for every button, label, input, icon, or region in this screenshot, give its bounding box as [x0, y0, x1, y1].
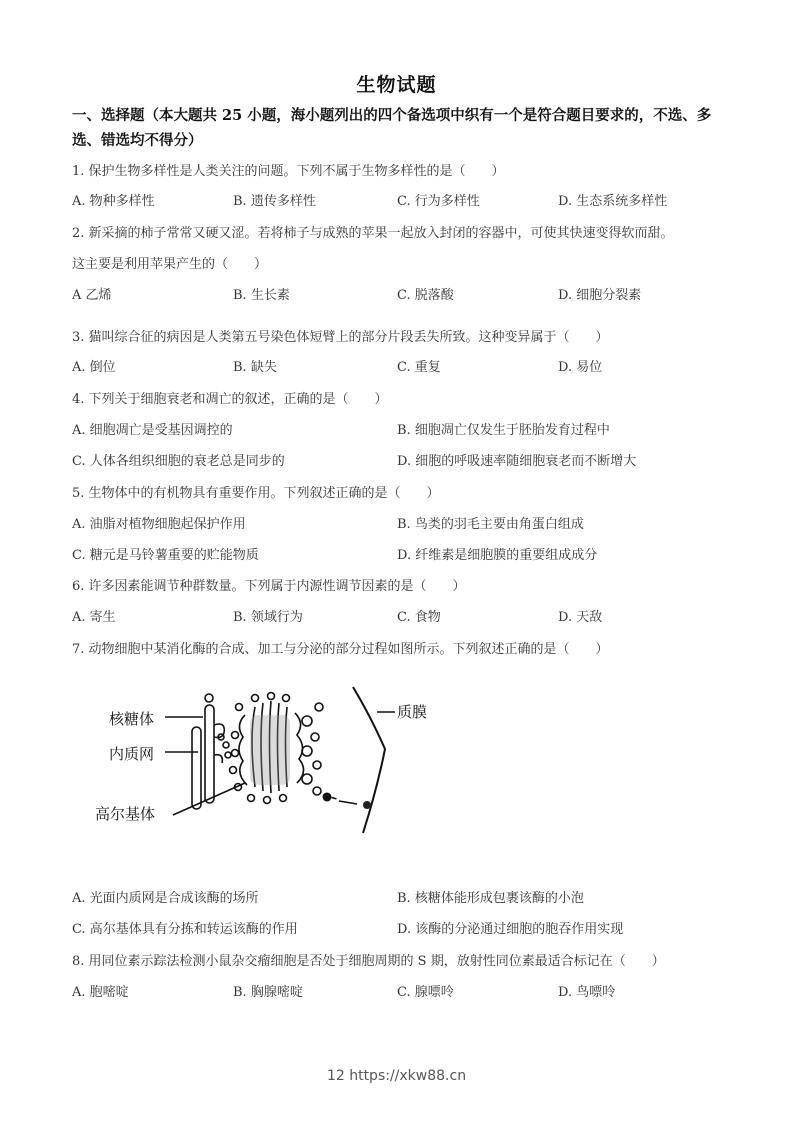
question-3-option-a: A. 倒位 — [72, 360, 116, 375]
question-5-option-c: C. 糖元是马铃薯重要的贮能物质 — [72, 548, 259, 563]
question-6-stem: 6. 许多因素能调节种群数量。下列属于内源性调节因素的是（ ） — [72, 579, 466, 594]
question-5-option-a: A. 油脂对植物细胞起保护作用 — [72, 517, 246, 532]
question-4-stem: 4. 下列关于细胞衰老和凋亡的叙述，正确的是（ ） — [72, 392, 388, 407]
question-1-option-c: C. 行为多样性 — [397, 194, 480, 209]
question-8-option-a: A. 胞嘧啶 — [72, 985, 129, 1000]
question-2-option-d: D. 细胞分裂素 — [558, 288, 642, 303]
question-5-option-b: B. 鸟类的羽毛主要由角蛋白组成 — [397, 517, 584, 532]
label-ribosome: 核糖体 — [109, 710, 155, 728]
page-footer: 12 https://xkw88.cn — [326, 1068, 467, 1084]
question-4-option-d: D. 细胞的呼吸速率随细胞衰老而不断增大 — [397, 454, 637, 469]
question-7-option-a: A. 光面内质网是合成该酶的场所 — [72, 891, 259, 906]
question-7-stem: 7. 动物细胞中某消化酶的合成、加工与分泌的部分过程如图所示。下列叙述正确的是（ ） — [72, 642, 609, 657]
question-4-option-c: C. 人体各组织细胞的衰老总是同步的 — [72, 454, 285, 469]
question-2-option-c: C. 脱落酸 — [397, 288, 454, 303]
question-7-option-c: C. 高尔基体具有分拣和转运该酶的作用 — [72, 922, 298, 937]
question-1-option-d: D. 生态系统多样性 — [558, 194, 668, 209]
page-title: 生物试题 — [356, 74, 437, 96]
question-3-option-d: D. 易位 — [558, 360, 603, 375]
label-plasma-membrane: 质膜 — [397, 703, 428, 721]
question-2-stem-line-2: 这主要是利用苹果产生的（ ） — [72, 257, 268, 272]
question-5-option-d: D. 纤维素是细胞膜的重要组成成分 — [397, 548, 598, 563]
question-8-option-b: B. 胸腺嘧啶 — [233, 985, 303, 1000]
question-8-option-d: D. 鸟嘌呤 — [558, 985, 616, 1000]
question-6-option-b: B. 领域行为 — [233, 610, 303, 625]
question-8-stem: 8. 用同位素示踪法检测小鼠杂交瘤细胞是否处于细胞周期的 S 期，放射性同位素最适合标记在（ ） — [72, 954, 665, 969]
question-6-option-c: C. 食物 — [397, 610, 441, 625]
label-endoplasmic-reticulum: 内质网 — [109, 745, 155, 763]
question-1-option-a: A. 物种多样性 — [72, 194, 155, 209]
question-1-option-b: B. 遗传多样性 — [233, 194, 316, 209]
question-2-option-b: B. 生长素 — [233, 288, 290, 303]
question-6-option-a: A. 寄生 — [72, 610, 116, 625]
section-heading: 一、选择题（本大题共 25 小题，海小题列出的四个备选项中织有一个是符合题目要求的，不选、多选、错选均不得分） — [72, 107, 712, 149]
question-4-option-b: B. 细胞凋亡仅发生于胚胎发育过程中 — [397, 423, 610, 438]
question-7-option-d: D. 该酶的分泌通过细胞的胞吞作用实现 — [397, 922, 624, 937]
question-3-stem: 3. 猫叫综合征的病因是人类第五号染色体短臂上的部分片段丢失所致。这种变异属于（ ） — [72, 330, 609, 345]
question-6-option-d: D. 天敌 — [558, 610, 603, 625]
question-3-option-b: B. 缺失 — [233, 360, 277, 375]
question-8-option-c: C. 腺嘌呤 — [397, 985, 454, 1000]
question-7-option-b: B. 核糖体能形成包裹该酶的小泡 — [397, 891, 584, 906]
question-1-stem: 1. 保护生物多样性是人类关注的问题。下列不属于生物多样性的是（ ） — [72, 164, 505, 179]
label-golgi-apparatus: 高尔基体 — [95, 805, 156, 823]
golgi-secretion-diagram — [95, 685, 455, 835]
question-2-option-a: A 乙烯 — [72, 288, 112, 303]
question-2-stem-line-1: 2. 新采摘的柿子常常又硬又涩。若将柿子与成熟的苹果一起放入封闭的容器中，可使其快速变得软而甜。 — [72, 226, 674, 241]
question-5-stem: 5. 生物体中的有机物具有重要作用。下列叙述正确的是（ ） — [72, 486, 440, 501]
question-3-option-c: C. 重复 — [397, 360, 441, 375]
question-4-option-a: A. 细胞凋亡是受基因调控的 — [72, 423, 233, 438]
